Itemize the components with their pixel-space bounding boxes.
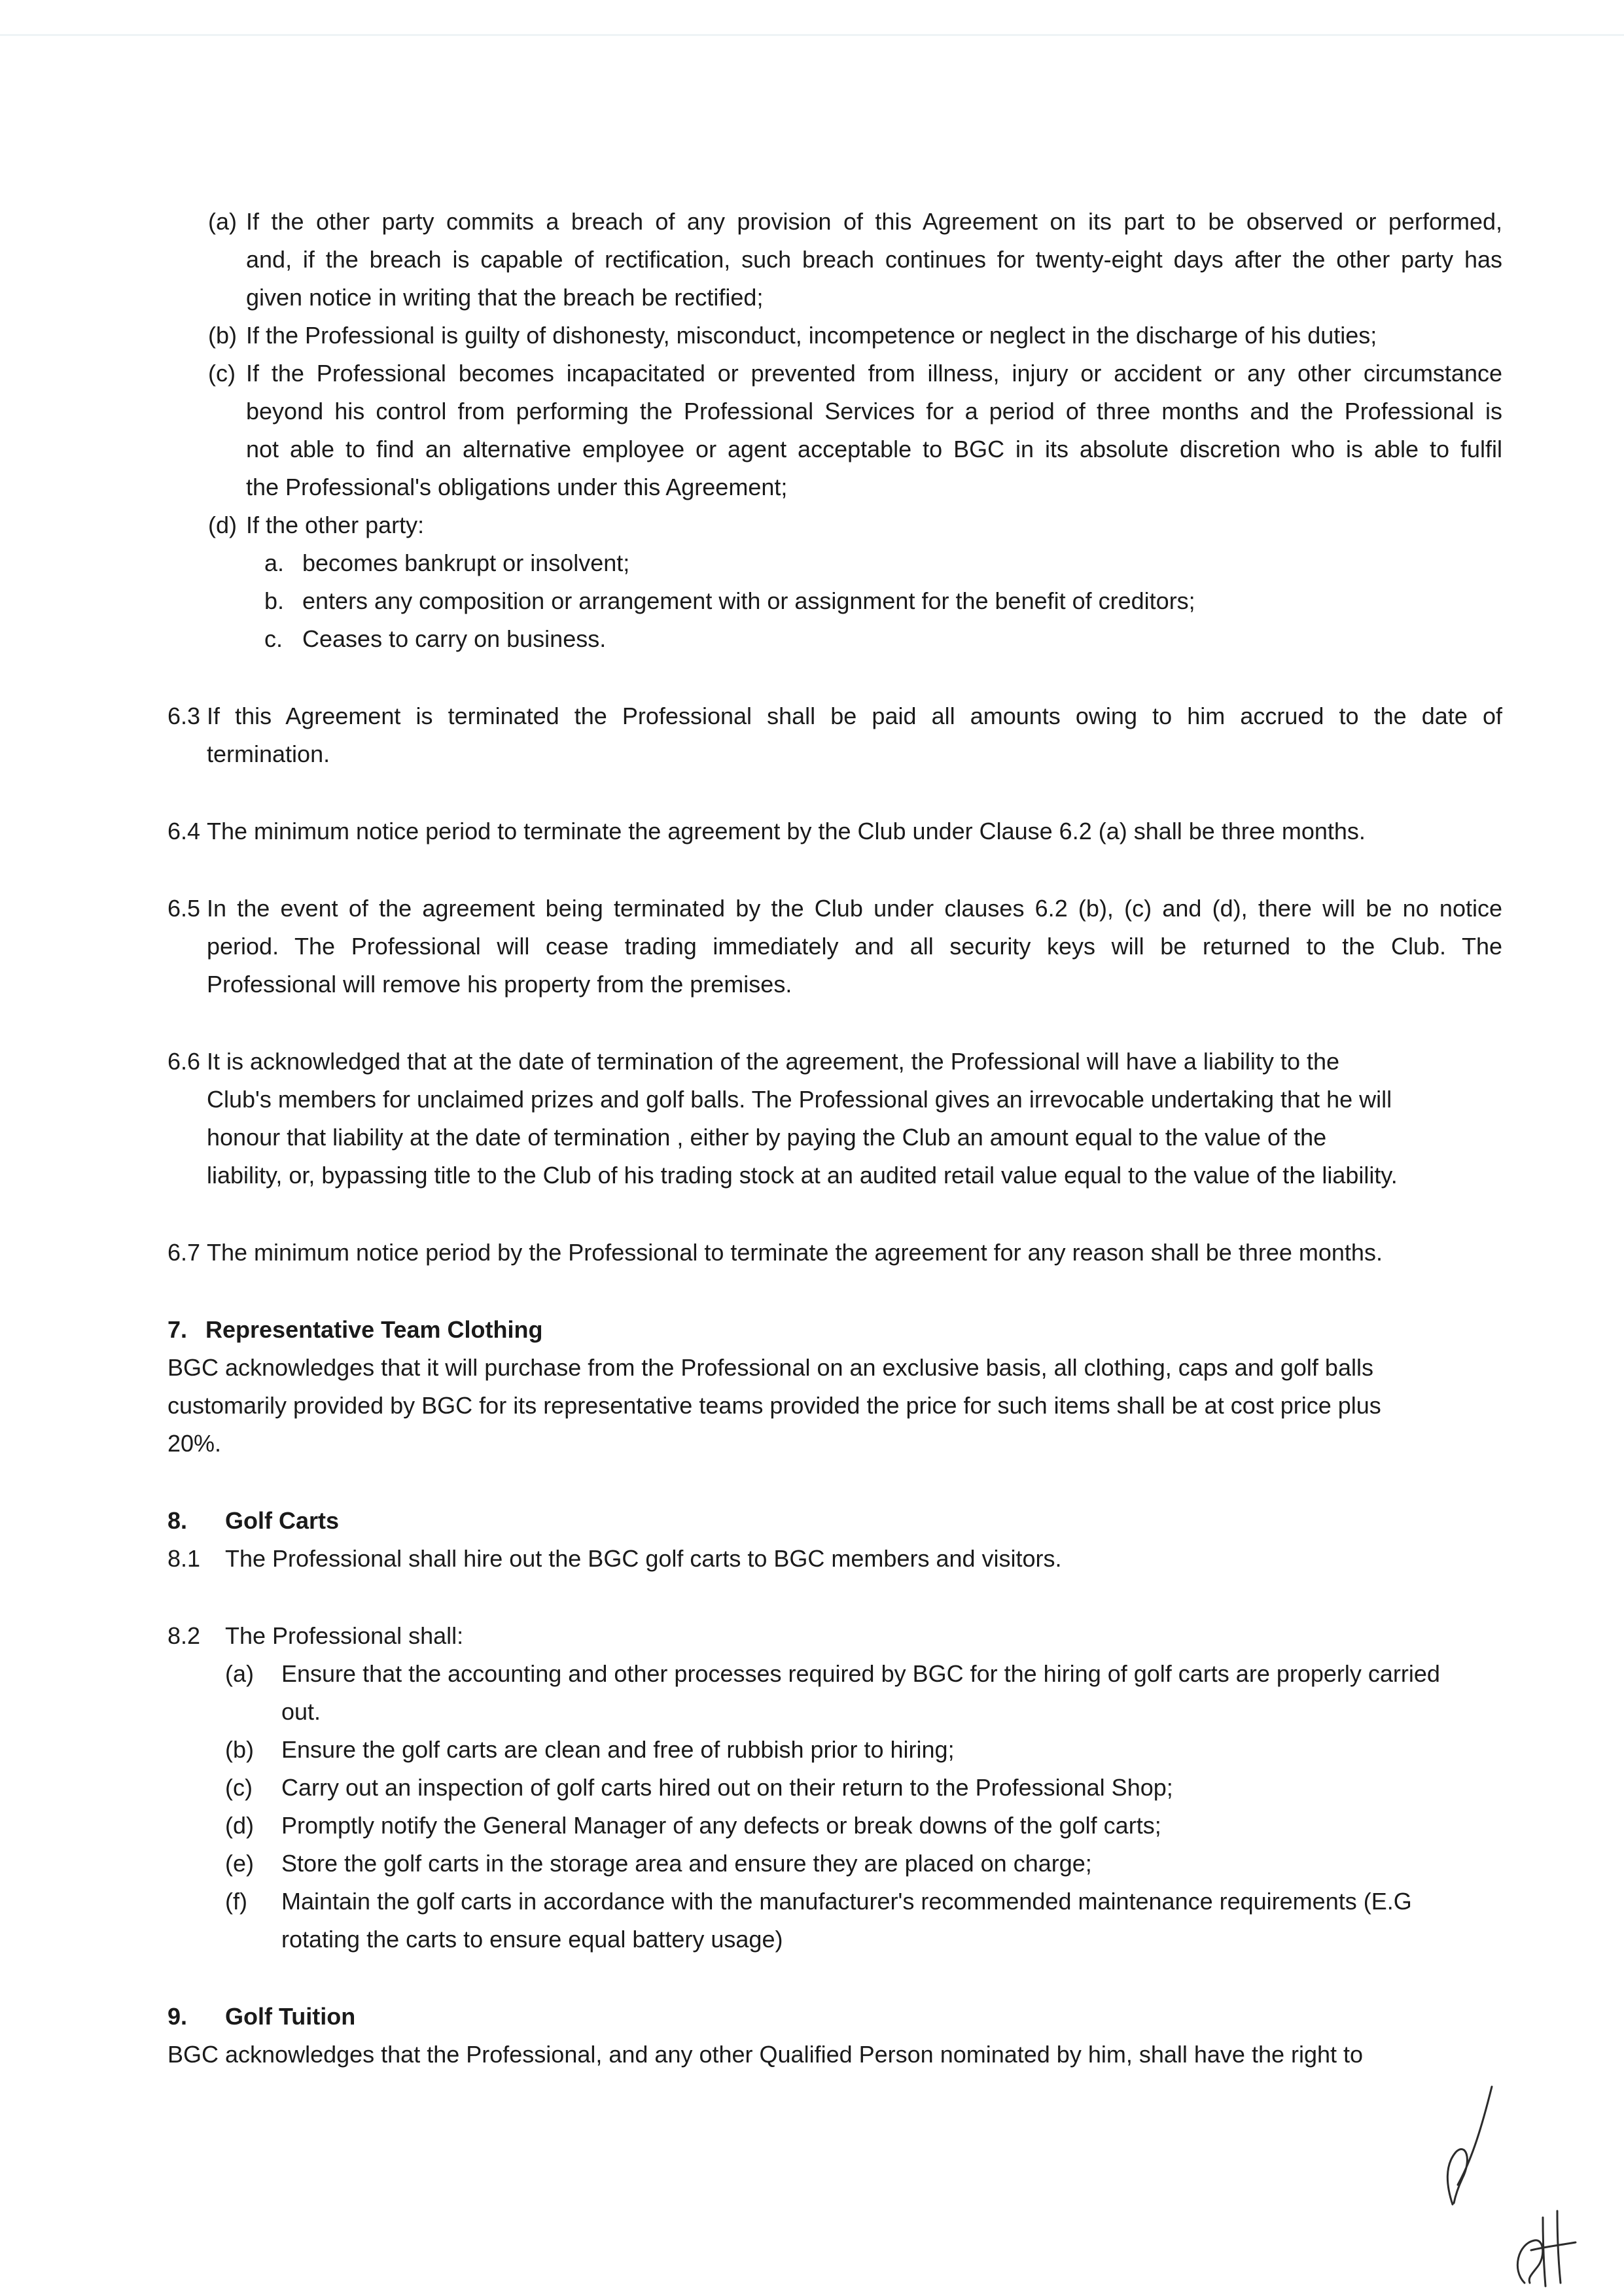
clause-6-2-c-label: (c): [208, 360, 236, 387]
clause-6-5-line-3: Professional will remove his property from the premises.: [207, 971, 792, 998]
clause-6-2-b-line-1: If the Professional is guilty of dishonesty, misconduct, incompetence or neglect in the discharge of his duties;: [246, 322, 1377, 349]
clause-6-6-line-2: Club's members for unclaimed prizes and golf balls. The Professional gives an irrevocable undertaking that he will: [207, 1086, 1392, 1113]
clause-6-2-d-sub-a-label: a.: [264, 549, 285, 576]
clause-8-2-f-label: (f): [225, 1888, 247, 1915]
clause-6-2-a-line-1: If the other party commits a breach of any provision of this Agreement on its part to be observed or performed,: [246, 208, 1502, 235]
clause-6-7-number: 6.7: [168, 1239, 201, 1266]
clause-6-2-d-sub-c-text: Ceases to carry on business.: [302, 625, 607, 652]
section-7-heading: Representative Team Clothing: [205, 1316, 543, 1343]
clause-8-1-number: 8.1: [168, 1545, 201, 1572]
section-9-number: 9.: [168, 2003, 188, 2030]
clause-8-2-f-line-1: Maintain the golf carts in accordance with the manufacturer's recommended maintenance requirements (E.G: [281, 1888, 1412, 1915]
handwritten-initial-1: [1426, 2080, 1505, 2211]
clause-6-6-line-1: It is acknowledged that at the date of termination of the agreement, the Professional will have a liability to the: [207, 1048, 1340, 1075]
clause-6-7-line-1: The minimum notice period by the Professional to terminate the agreement for any reason shall be three months.: [207, 1239, 1383, 1266]
clause-8-2-text: The Professional shall:: [225, 1622, 464, 1649]
clause-8-2-e-label: (e): [225, 1850, 254, 1877]
clause-6-2-d-sub-b-text: enters any composition or arrangement with or assignment for the benefit of creditors;: [302, 587, 1195, 614]
section-8-number: 8.: [168, 1507, 188, 1534]
clause-8-2-a-label: (a): [225, 1660, 254, 1687]
section-7-number: 7.: [168, 1316, 188, 1343]
clause-8-1-text: The Professional shall hire out the BGC golf carts to BGC members and visitors.: [225, 1545, 1062, 1572]
clause-6-2-a-line-2: and, if the breach is capable of rectification, such breach continues for twenty-eight days after the other party has: [246, 246, 1502, 273]
section-7-line-2: customarily provided by BGC for its representative teams provided the price for such items shall be at cost price plus: [168, 1392, 1381, 1419]
clause-6-2-c-line-3: not able to find an alternative employee or agent acceptable to BGC in its absolute discretion who is able to fulfil: [246, 436, 1502, 462]
clause-6-2-d-sub-b-label: b.: [264, 587, 285, 614]
clause-6-2-d-line-1: If the other party:: [246, 512, 425, 538]
clause-8-2-d-label: (d): [225, 1812, 254, 1839]
clause-8-2-d-line-1: Promptly notify the General Manager of any defects or break downs of the golf carts;: [281, 1812, 1161, 1839]
handwritten-initial-2: [1505, 2204, 1583, 2289]
clause-6-2-d-sub-c-label: c.: [264, 625, 283, 652]
clause-6-2-c-line-4: the Professional's obligations under this Agreement;: [246, 474, 788, 500]
clause-6-6-number: 6.6: [168, 1048, 201, 1075]
clause-6-2-a-line-3: given notice in writing that the breach be rectified;: [246, 284, 764, 311]
clause-6-2-d-label: (d): [208, 512, 237, 538]
clause-6-3-line-1: If this Agreement is terminated the Professional shall be paid all amounts owing to him accrued to the date of: [207, 703, 1502, 729]
section-8-heading: Golf Carts: [225, 1507, 340, 1534]
scan-edge: [0, 34, 1624, 36]
clause-6-5-line-1: In the event of the agreement being terminated by the Club under clauses 6.2 (b), (c) and (d), there will be no notice: [207, 895, 1502, 922]
clause-6-4-number: 6.4: [168, 818, 201, 844]
clause-6-5-line-2: period. The Professional will cease trading immediately and all security keys will be returned to the Club. The: [207, 933, 1502, 960]
clause-6-3-line-2: termination.: [207, 740, 330, 767]
clause-8-2-b-label: (b): [225, 1736, 254, 1763]
clause-6-5-number: 6.5: [168, 895, 201, 922]
clause-6-2-d-sub-a-text: becomes bankrupt or insolvent;: [302, 549, 630, 576]
clause-6-2-c-line-1: If the Professional becomes incapacitated or prevented from illness, injury or accident or any other circumstance: [246, 360, 1502, 387]
section-7-line-3: 20%.: [168, 1430, 222, 1457]
clause-8-2-b-line-1: Ensure the golf carts are clean and free of rubbish prior to hiring;: [281, 1736, 955, 1763]
section-9-line-1: BGC acknowledges that the Professional, and any other Qualified Person nominated by him, shall have the right to: [168, 2041, 1364, 2068]
clause-8-2-f-line-2: rotating the carts to ensure equal battery usage): [281, 1926, 783, 1953]
clause-6-2-a-label: (a): [208, 208, 237, 235]
clause-8-2-number: 8.2: [168, 1622, 201, 1649]
clause-8-2-e-line-1: Store the golf carts in the storage area and ensure they are placed on charge;: [281, 1850, 1092, 1877]
clause-6-2-b-label: (b): [208, 322, 237, 349]
section-7-line-1: BGC acknowledges that it will purchase from the Professional on an exclusive basis, all clothing, caps and golf balls: [168, 1354, 1373, 1381]
clause-8-2-a-line-2: out.: [281, 1698, 321, 1725]
clause-6-2-c-line-2: beyond his control from performing the Professional Services for a period of three months and the Professional is: [246, 398, 1502, 425]
clause-8-2-c-label: (c): [225, 1774, 253, 1801]
clause-6-6-line-3: honour that liability at the date of termination , either by paying the Club an amount equal to the value of the: [207, 1124, 1327, 1151]
clause-6-4-line-1: The minimum notice period to terminate the agreement by the Club under Clause 6.2 (a) shall be three months.: [207, 818, 1366, 844]
clause-8-2-a-line-1: Ensure that the accounting and other processes required by BGC for the hiring of golf carts are properly carried: [281, 1660, 1440, 1687]
clause-8-2-c-line-1: Carry out an inspection of golf carts hired out on their return to the Professional Shop;: [281, 1774, 1173, 1801]
section-9-heading: Golf Tuition: [225, 2003, 356, 2030]
clause-6-3-number: 6.3: [168, 703, 201, 729]
clause-6-6-line-4: liability, or, bypassing title to the Club of his trading stock at an audited retail value equal to the value of the liability.: [207, 1162, 1398, 1189]
